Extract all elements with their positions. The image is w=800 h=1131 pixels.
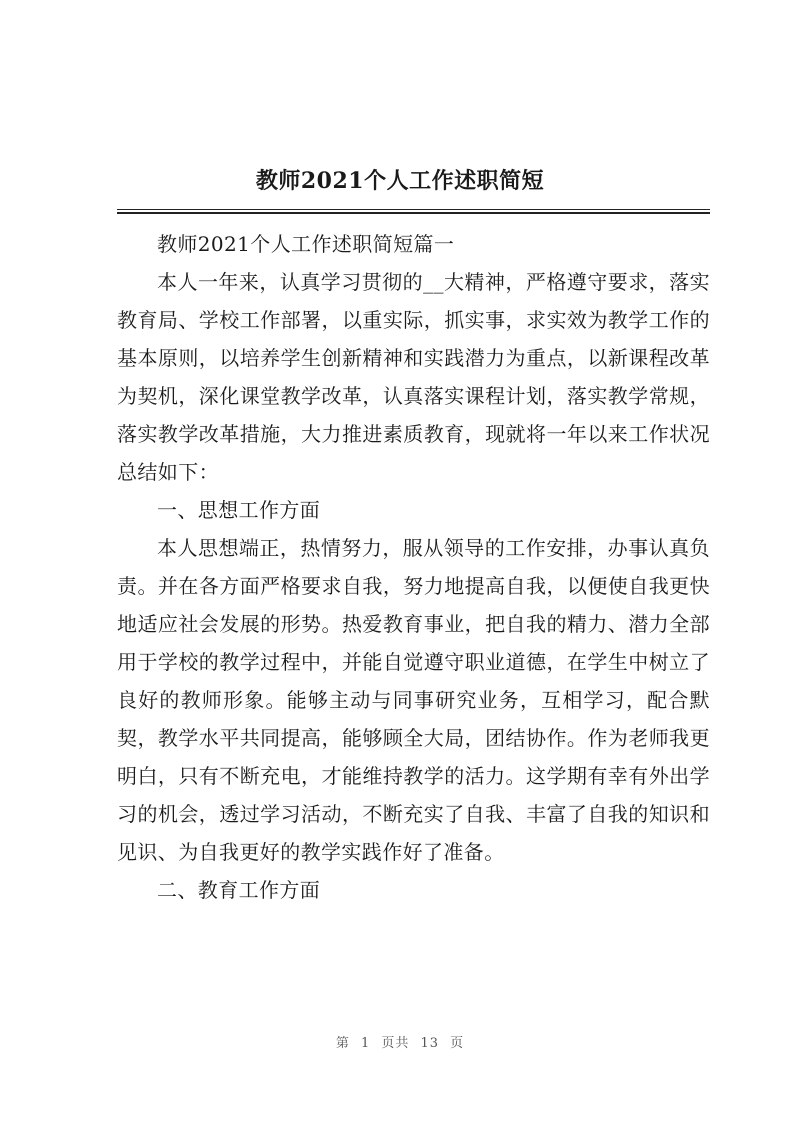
section-heading: 一、思想工作方面 — [157, 498, 321, 522]
document-title: 教师2021个人工作述职简短 — [255, 168, 545, 194]
title-divider-thin — [117, 209, 710, 210]
paragraph: 本人思想端正，热情努力，服从领导的工作安排，办事认真负责。并在各方面严格要求自我，努力地提高自我，以便使自我更快地适应社会发展的形势。热爱教育事业，把自我的精力、潜力全部用于学校的教学过程中，并能自觉遵守职业道德，在学生中树立了良好的教师形象。能够主动与同事研究业务，互相学习，配合默契，教学水平共同提高，能够顾全大局，团结协作。作为老师我更明白，只有不断充电，才能维持教学的活力。这学期有幸有外出学习的机会，透过学习活动，不断充实了自我、丰富了自我的知识和见识、为自我更好的教学实践作好了准备。 — [117, 536, 710, 864]
section-heading: 二、教育工作方面 — [157, 878, 321, 902]
paragraph: 本人一年来，认真学习贯彻的__大精神，严格遵守要求，落实教育局、学校工作部署，以重实际，抓实事，求实效为教学工作的基本原则，以培养学生创新精神和实践潜力为重点，以新课程改革为契机，深化课堂教学改革，认真落实课程计划，落实教学常规，落实教学改革措施，大力推进素质教育，现就将一年以来工作状况总结如下： — [117, 270, 710, 484]
page-number-footer: 第 1 页共 13 页 — [335, 1036, 465, 1051]
title-divider-thick — [117, 212, 710, 214]
section-heading: 教师2021个人工作述职简短篇一 — [157, 232, 455, 256]
document-body — [117, 225, 710, 909]
